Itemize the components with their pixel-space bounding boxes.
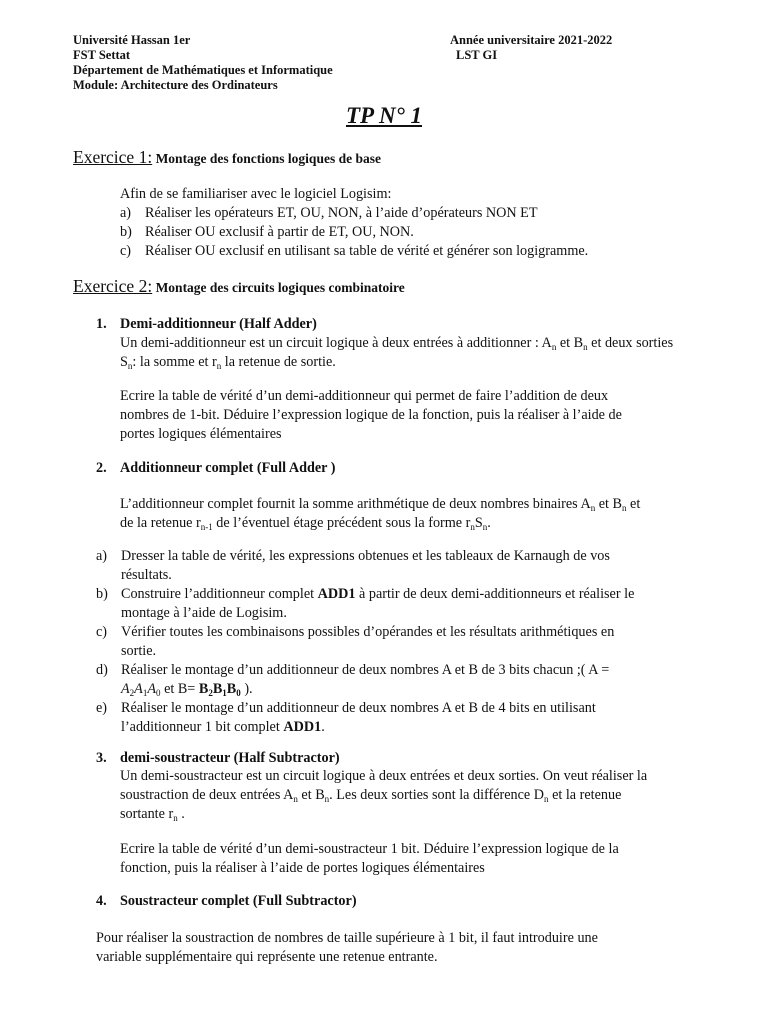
section-4-heading: [96, 893, 357, 910]
paragraph-line: Ecrire la table de vérité d’un demi-additionneur qui permet de faire l’addition de deux: [120, 388, 609, 404]
list-item: [120, 223, 588, 242]
section-4-body: [96, 929, 598, 967]
exercise-1-label: Exercice 1:: [73, 147, 153, 167]
section-3-body: [120, 767, 647, 824]
module-name: Module: Architecture des Ordinateurs: [73, 78, 278, 92]
paragraph-line: sortante $r_n$ .: [120, 806, 185, 823]
section-1-instructions: [120, 387, 622, 444]
paragraph-line: variable supplémentaire qui représente une retenue entrante.: [96, 949, 438, 965]
list-item: [120, 242, 588, 261]
section-1-heading: [96, 316, 317, 333]
list-item: d) Réaliser le montage d’un additionneur de deux nombres A et B de 3 bits chacun ;( A = $A_2A_1A_0$ et $B= B_2B_1B_0$ ).: [96, 662, 610, 698]
paragraph-line: $S_n$: la somme et $r_n$ la retenue de sortie.: [120, 354, 336, 371]
header-left: [73, 33, 333, 93]
university-name: Université Hassan 1er: [73, 33, 191, 47]
exercise-2-label: Exercice 2:: [73, 276, 153, 296]
exercise-2-title: Montage des circuits logiques combinatoire: [155, 280, 405, 295]
paragraph-line: de la retenue $r_{n-1}$ de l’éventuel étage précédent sous la forme $r_nS_n$.: [120, 515, 491, 532]
program-name: LST GI: [456, 48, 498, 62]
section-2-body: [120, 495, 640, 533]
paragraph-line: Ecrire la table de vérité d’un demi-soustracteur 1 bit. Déduire l’expression logique de la: [120, 841, 619, 857]
section-title: Additionneur complet (Full Adder ): [120, 460, 336, 476]
paragraph-line: portes logiques élémentaires: [120, 426, 282, 442]
paragraph-line: fonction, puis la réaliser à l’aide de portes logiques élémentaires: [120, 860, 485, 876]
list-item-text: Réaliser les opérateurs ET, OU, NON, à l’aide d’opérateurs NON ET: [145, 205, 538, 221]
section-number: 3.: [96, 750, 107, 766]
exercise-2-heading: [73, 276, 405, 297]
paragraph-line: soustraction de deux entrées $A_n$ et $B_n$. Les deux sorties sont la différence $D_n$ et la retenue: [120, 787, 622, 804]
department-name: Département de Mathématiques et Informatique: [73, 63, 333, 77]
exercise-1-intro: Afin de se familiariser avec le logiciel Logisim:: [120, 186, 392, 202]
academic-year: Année universitaire 2021-2022: [450, 33, 613, 47]
exercise-1-title: Montage des fonctions logiques de base: [155, 151, 381, 166]
list-item-label: c): [120, 243, 132, 259]
exercise-1-heading: [73, 147, 381, 168]
list-item: e) Réaliser le montage d’un additionneur de deux nombres A et B de 4 bits en utilisant l’additionneur 1 bit complet ADD1.: [96, 700, 596, 735]
list-item-label: b): [120, 224, 132, 240]
paragraph-line: Un demi-soustracteur est un circuit logique à deux entrées et deux sorties. On veut réaliser la: [120, 768, 648, 784]
exercise-1-body: [120, 185, 588, 261]
section-2-list: [96, 547, 634, 737]
paragraph-line: Pour réaliser la soustraction de nombres de taille supérieure à 1 bit, il faut introduire une: [96, 930, 598, 946]
header-right: [450, 33, 612, 63]
section-2-heading: [96, 460, 335, 477]
list-item-text: Réaliser OU exclusif à partir de ET, OU, NON.: [145, 224, 414, 240]
paragraph-line: L’additionneur complet fournit la somme arithmétique de deux nombres binaires $A_n$ et $B_n$ et: [120, 496, 641, 513]
section-number: 2.: [96, 460, 107, 476]
section-title: demi-soustracteur (Half Subtractor): [120, 750, 340, 766]
list-item: c) Vérifier toutes les combinaisons possibles d’opérandes et les résultats arithmétiques en sortie.: [96, 624, 615, 659]
list-item: a) Dresser la table de vérité, les expressions obtenues et les tableaux de Karnaugh de vos résultats.: [96, 548, 610, 583]
section-1-body: [120, 334, 673, 372]
paragraph-line: nombres de 1-bit. Déduire l’expression logique de la fonction, puis la réaliser à l’aide de: [120, 407, 622, 423]
list-item-text: Réaliser OU exclusif en utilisant sa table de vérité et générer son logigramme.: [145, 243, 589, 259]
section-3-heading: [96, 750, 340, 767]
list-item: [120, 204, 588, 223]
section-3-instructions: [120, 840, 619, 878]
section-number: 4.: [96, 893, 107, 909]
list-item: b) Construire l’additionneur complet ADD1 à partir de deux demi-additionneurs et réaliser le montage à l’aide de Logisim.: [96, 586, 635, 621]
paragraph-line: Un demi-additionneur est un circuit logique à deux entrées à additionner : $A_n$ et $B_n$ et deux sorties: [120, 335, 674, 352]
faculty-name: FST Settat: [73, 48, 131, 62]
section-title: Soustracteur complet (Full Subtractor): [120, 893, 357, 909]
list-item-label: a): [120, 205, 132, 221]
section-number: 1.: [96, 316, 107, 332]
section-title: Demi-additionneur (Half Adder): [120, 316, 317, 332]
page-title: TP N° 1: [345, 103, 423, 128]
